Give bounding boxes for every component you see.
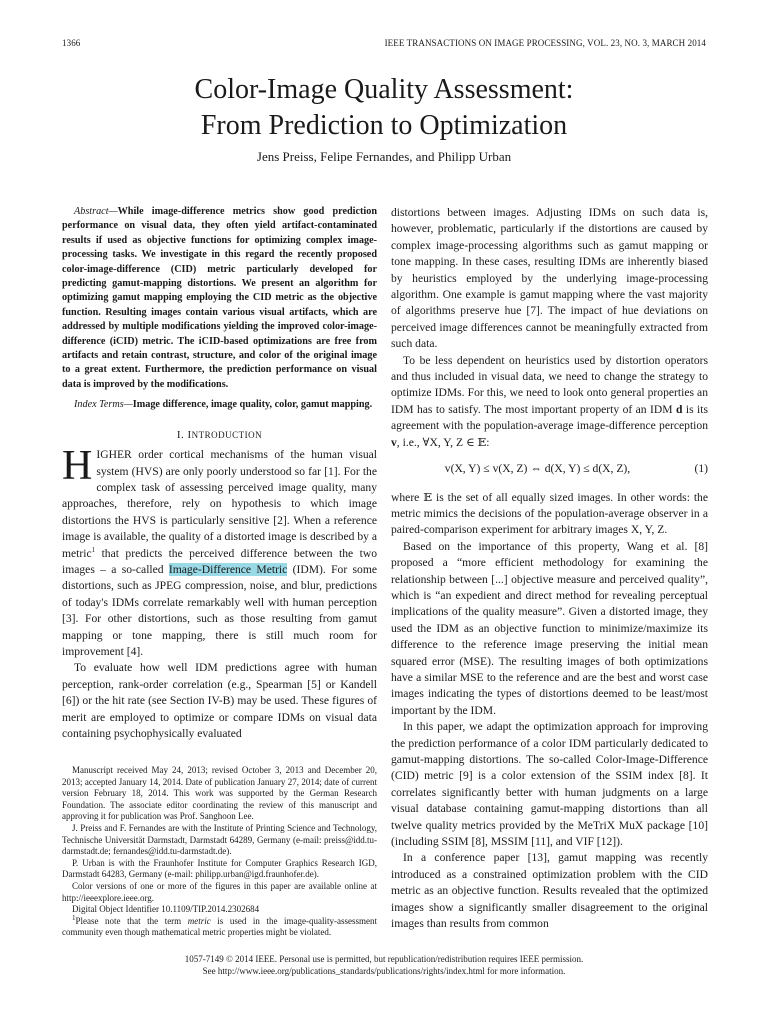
index-terms-lead: Index Terms—: [74, 399, 133, 411]
left-column: [62, 205, 377, 742]
equation-1: [391, 461, 708, 477]
footnote-metric: $^1$Please note that the term metric is used in the image-quality-assessment community even though mathematical metric properties might be violated.: [62, 913, 377, 938]
right-paragraph-3: where 𝔼 is the set of all equally sized images. In other words: the metric mimics the decisions of the population-average observer in a paired-comparison experiment for arbitrary images X, Y, Z.: [391, 490, 708, 537]
paper-title: [0, 72, 768, 144]
footnote-color-versions: Color versions of one or more of the figures in this paper are available online at http://ieeexplore.ieee.org.: [62, 880, 377, 903]
right-paragraph-1: distortions between images. Adjusting IDMs on such data is, however, problematic, particularly if the distortions are caused by complex image-processing algorithms such as gamut mapping or tone mapping. In these cases, resulting IDMs are inherently biased by heuristics employed by the underlying image-processing algorithm. One example is gamut mapping where the vast majority of algorithms preserve hue [7]. The impact of hue deviations on perceived image differences cannot be meaningfully extracted from such data.: [391, 206, 708, 351]
author-list: Jens Preiss, Felipe Fernandes, and Philipp Urban: [256, 149, 512, 164]
footnote-doi: Digital Object Identifier 10.1109/TIP.2014.2302684: [72, 904, 260, 915]
index-terms-text: Image difference, image quality, color, gamut mapping.: [132, 399, 373, 411]
equation-body: v(X, Y) ≤ v(X, Z) ⇔ d(X, Y) ≤ d(X, Z),: [444, 462, 631, 476]
page-number: 1366: [62, 38, 81, 48]
abstract: [62, 205, 377, 392]
drop-cap: H: [62, 443, 93, 490]
footnote-affiliation-1: J. Preiss and F. Fernandes are with the Institute of Printing Science and Technology, Technische Universität Darmstadt, Darmstadt 64289, Germany (e-mail: preiss@idd.tu-darmstadt.de; fernandes@idd.tu-darmstadt.de).: [62, 822, 377, 857]
right-paragraph-2: To be less dependent on heuristics used by distortion operators and thus included in visual data, we need to change the strategy to optimize IDMs. For this, we need to look onto general properties an IDM has to satisfy. The most important property of an IDM d is its agreement with the population-average image-difference perception v, i.e., ∀X, Y, Z ∈ 𝔼:: [391, 353, 708, 449]
title-line-1: Color-Image Quality Assessment:: [194, 74, 574, 105]
footnote-affiliation-2: P. Urban is with the Fraunhofer Institute for Computer Graphics Research IGD, Darmstadt 64283, Germany (e-mail: philipp.urban@igd.fraunhofer.de).: [62, 857, 377, 880]
copyright-notice: [0, 953, 768, 977]
journal-header: IEEE TRANSACTIONS ON IMAGE PROCESSING, VOL. 23, NO. 3, MARCH 2014: [384, 38, 706, 48]
title-line-2: From Prediction to Optimization: [200, 110, 568, 141]
intro-paragraph-2: To evaluate how well IDM predictions agree with human perception, rank-order correlation (e.g., Spearman [5] or Kandell [6]) or the hit rate (see Section IV-B) may be used. These figures of merit are employed to optimize or compare IDMs on visual data containing psychophysically evaluated: [62, 661, 377, 740]
right-paragraph-5: In this paper, we adapt the optimization approach for improving the prediction performance of a color IDM particularly dedicated to gamut-mapping distortions. The so-called Color-Image-Difference (CID) metric [9] is a color extension of the SSIM index [8]. It correlates significantly better with human judgments on a large visual database containing gamut-mapping distortions than all twelve quality metrics provided by the MeTriX MuX package [10] (including SSIM [8], MSSIM [11], and VIF [12]).: [391, 720, 708, 849]
highlighted-term: Image-Difference Metric: [168, 562, 288, 576]
footnote-marker: 1: [91, 545, 96, 554]
index-terms: [62, 398, 377, 412]
footnotes: [62, 765, 377, 939]
intro-paragraph-1: HIGHER order cortical mechanisms of the human visual system (HVS) are only poorly understood so far [1]. For the complex task of assessing perceived image quality, many approaches, therefore, rely on hypothesis to which image distortions the HVS is particularly sensitive [2]. When a reference image is available, the quality of a distorted image is described by a metric$^1$ that predicts the perceived difference between the two images – a so-called Image-Difference Metric (IDM). For some distortions, such as JPEG compression, noise, and blur, predictions of today's IDMs correlate remarkably well with human perception [3]. For other distortions, such as those resulting from gamut mapping or tone mapping, there is still much room for improvement [4].: [62, 443, 378, 658]
section-heading-introduction: I. INTRODUCTION: [176, 428, 263, 441]
abstract-text: While image-difference metrics show good prediction performance on visual data, they often yield artifact-contaminated results if used as objective functions for optimizing complex image-processing tasks. We investigate in this regard the recently proposed color-image-difference (CID) metric particularly developed for predicting gamut-mapping distortions. We present an algorithm for optimizing gamut mapping employing the CID metric as the objective function. Resulting images contain various visual artifacts, which are addressed by multiple modifications yielding the improved color-image-difference (iCID) metric. The iCID-based optimizations are free from artifacts and retain contrast, structure, and color of the original image to a great extent. Furthermore, the prediction performance on visual data is improved by the modifications.: [62, 206, 377, 390]
right-column: [391, 205, 708, 932]
abstract-lead: Abstract—: [74, 206, 118, 217]
copyright-line-1: 1057-7149 © 2014 IEEE. Personal use is permitted, but republication/redistribution requires IEEE permission.: [184, 954, 584, 964]
footnote-manuscript: Manuscript received May 24, 2013; revised October 3, 2013 and December 20, 2013; accepted January 14, 2014. Date of publication January 27, 2014; date of current version February 18, 2014. This work was supported by the German Research Foundation. The associate editor coordinating the review of this manuscript and approving it for publication was Prof. Sanghoon Lee.: [62, 765, 377, 822]
right-paragraph-4: Based on the importance of this property, Wang et al. [8] proposed a “more efficient methodology for examining the relationship between [...] objective measure and perceived quality”, which is “an expedient and direct method for revealing perceptual implications of the quality measure”. Given a distorted image, they used the IDM as an objective function to minimize/maximize its difference to the reference image preserving the initial mean squared error (MSE). The resulting images of both optimizations have a similar MSE to the reference and are the best and worst case images indicating the types of distortions deemed to be least/most important by the IDM.: [391, 539, 708, 717]
right-paragraph-6: In a conference paper [13], gamut mapping was recently introduced as a constrained optimization problem with the CID metric as an objective function. Results revealed that the optimized images show a significantly smaller disagreement to the original images than results from common: [391, 851, 708, 931]
copyright-line-2: See http://www.ieee.org/publications_standards/publications/rights/index.html for more information.: [202, 966, 566, 976]
equation-number: (1): [694, 462, 708, 476]
